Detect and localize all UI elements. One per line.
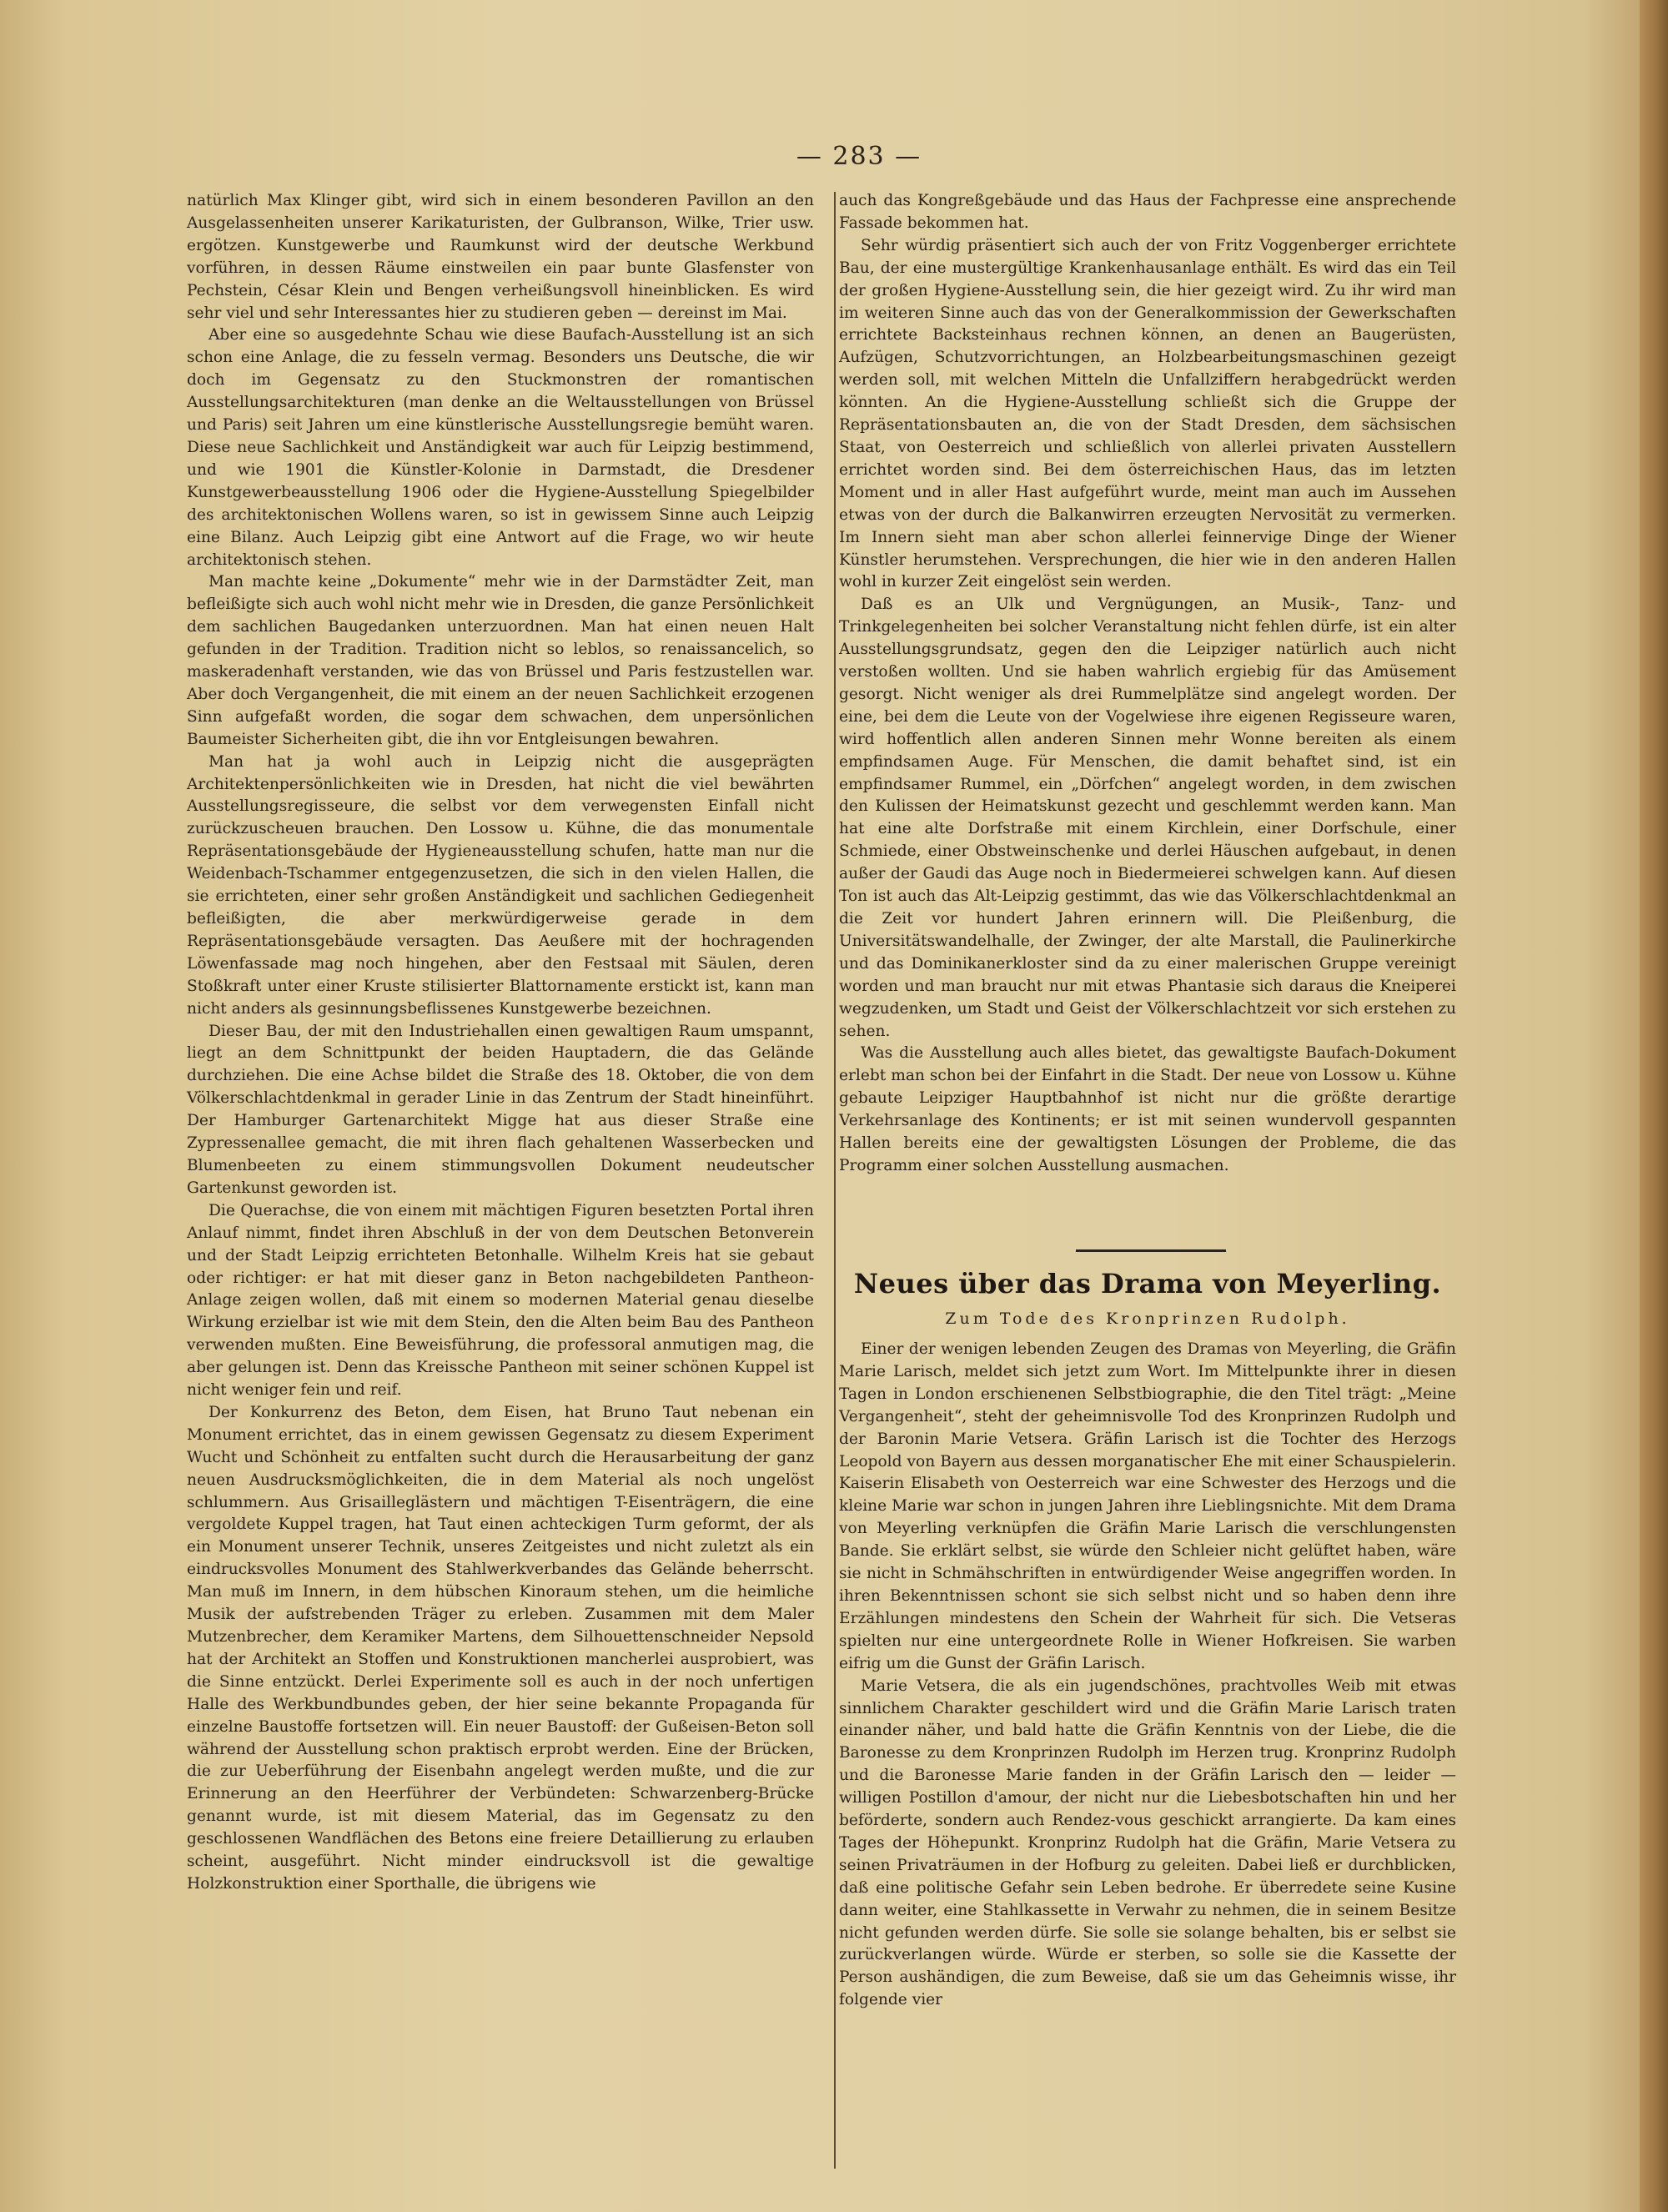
article-body: [839, 1339, 1456, 2012]
article-subtitle: Zum Tode des Kronprinzen Rudolph.: [945, 1310, 1350, 1328]
paragraph: Was die Ausstellung auch alles bietet, das gewaltigste Baufach-Dokument erlebt man schon bei der Einfahrt in die Stadt. Der neue von Lossow u. Kühne gebaute Leipziger Hauptbahnhof ist nicht nur die größte derartige Verkehrsanlage des Kontinents; er ist mit seinen wundervoll gespannten Hallen bereits eine der gewaltigsten Lösungen der Probleme, die das Programm einer solchen Ausstellung ausmachen.: [839, 1044, 1456, 1174]
paragraph: auch das Kongreßgebäude und das Haus der Fachpresse eine ansprechende Fassade bekommen hat.: [839, 192, 1456, 232]
paragraph: Aber eine so ausgedehnte Schau wie diese Baufach-Ausstellung ist an sich schon eine Anlage, die zu fesseln vermag. Besonders uns Deutsche, die wir doch im Gegensatz zu den Stuckmonstren der romantischen Ausstellungsarchitekturen (man denke an die Weltausstellungen von Brüssel und Paris) seit Jahren um eine künstlerische Ausstellungsregie bemüht waren. Diese neue Sachlichkeit und Anständigkeit war auch für Leipzig bestimmend, und wie 1901 die Künstler-Kolonie in Darmstadt, die Dresdener Kunstgewerbeausstellung 1906 oder die Hygiene-Ausstellung Spiegelbilder des architektonischen Wollens waren, so ist in gewissem Sinne auch Leipzig eine Bilanz. Auch Leipzig gibt eine Antwort auf die Frage, wo wir heute architektonisch stehen.: [187, 326, 814, 569]
article-title: Neues über das Drama von Meyerling.: [853, 1268, 1442, 1300]
right-column: [839, 190, 1456, 1178]
paragraph: Die Querachse, die von einem mit mächtigen Figuren besetzten Portal ihren Anlauf nimmt, findet ihren Abschluß in der von dem Deutschen Betonverein und der Stadt Leipzig errichteten Betonhalle. Wilhelm Kreis hat sie gebaut oder richtiger: er hat mit dieser ganz in Beton nachgebildeten Pantheon-Anlage zeigen wollen, daß mit einem so modernen Material genau dieselbe Wirkung erzielbar ist wie mit dem Stein, den die Alten beim Bau des Pantheon verwenden mußten. Eine Beweisführung, die professoral anmutigen mag, die aber gelungen ist. Denn das Kreissche Pantheon mit seiner schönen Kuppel ist nicht weniger fein und reif.: [187, 1201, 814, 1400]
paragraph: Der Konkurrenz des Beton, dem Eisen, hat Bruno Taut nebenan ein Monument errichtet, das in einem gewissen Gegensatz zu diesem Experiment Wucht und Schönheit zu entfalten sucht durch die Herausarbeitung der ganz neuen Ausdrucksmöglichkeiten, die in dem Material als noch ungelöst schlummern. Aus Grisailleglästern und mächtigen T-Eisenträgern, die eine vergoldete Kuppel tragen, hat Taut einen achteckigen Turm geformt, der als ein Monument unserer Technik, unseres Zeitgeistes und nicht zuletzt als ein eindrucksvolles Monument des Stahlwerkverbandes das Gelände beherrscht. Man muß im Innern, in dem hübschen Kinoraum stehen, um die heimliche Musik der aufstrebenden Träger zu erleben. Zusammen mit dem Maler Mutzenbrecher, dem Keramiker Martens, dem Silhouettenschneider Nepsold hat der Architekt an Stoffen und Konstruktionen mancherlei ausprobiert, was die Sinne entzückt. Derlei Experimente soll es auch in der noch unfertigen Halle des Werkbundbundes geben, der hier seine bekannte Propaganda für einzelne Baustoffe fortsetzen will. Ein neuer Baustoff: der Gußeisen-Beton soll während der Ausstellung schon praktisch erprobt werden. Eine der Brücken, die zur Ueberführung der Eisenbahn angelegt werden mußte, und die zur Erinnerung an den Heerführer der Verbündeten: Schwarzenberg-Brücke genannt wurde, ist mit diesem Material, das im Gegensatz zu den geschlossenen Wandflächen des Betons eine freiere Detaillierung zu erlauben scheint, ausgeführt. Nicht minder eindrucksvoll ist die gewaltige Holzkonstruktion einer Sporthalle, die übrigens wie: [187, 1403, 814, 1893]
page-edge: [1640, 0, 1668, 2212]
paragraph: Einer der wenigen lebenden Zeugen des Dramas von Meyerling, die Gräfin Marie Larisch, meldet sich jetzt zum Wort. Im Mittelpunkte ihrer in diesen Tagen in London erschienenen Selbstbiographie, die den Titel trägt: „Meine Vergangenheit“, steht der geheimnisvolle Tod des Kronprinzen Rudolph und der Baronin Marie Vetsera. Gräfin Larisch ist die Tochter des Herzogs Leopold von Bayern aus dessen morganatischer Ehe mit einer Schauspielerin. Kaiserin Elisabeth von Oesterreich war eine Schwester des Herzogs und die kleine Marie war schon in jungen Jahren ihre Lieblingsnichte. Mit dem Drama von Meyerling verknüpfen die Gräfin Marie Larisch die verschlungensten Bande. Sie erklärt selbst, sie würde den Schleier nicht gelüftet haben, wäre sie nicht in Schmähschriften in entwürdigender Weise angegriffen worden. In ihren Bekenntnissen schont sie sich selbst nicht und so haben denn ihre Erzählungen mindestens den Schein der Wahrheit für sich. Die Vetseras spielten nur eine untergeordnete Rolle in Wiener Hofkreisen. Sie warben eifrig um die Gunst der Gräfin Larisch.: [839, 1340, 1456, 1672]
paragraph: Dieser Bau, der mit den Industriehallen einen gewaltigen Raum umspannt, liegt an dem Schnittpunkt der beiden Hauptadern, die das Gelände durchziehen. Die eine Achse bildet die Straße des 18. Oktober, die von dem Völkerschlachtdenkmal in gerader Linie in das Zentrum der Stadt hineinführt. Der Hamburger Gartenarchitekt Migge hat aus dieser Straße eine Zypressenallee gemacht, die mit ihren flach gehaltenen Wasserbecken und Blumenbeeten zu einem stimmungsvollen Dokument neudeutscher Gartenkunst geworden ist.: [187, 1022, 814, 1197]
paragraph: Man hat ja wohl auch in Leipzig nicht die ausgeprägten Architektenpersönlichkeiten wie in Dresden, hat nicht die viel bewährten Ausstellungsregisseure, die selbst vor dem verwegensten Einfall nicht zurückzuscheuen brauchen. Den Lossow u. Kühne, die das monumentale Repräsentationsgebäude der Hygieneausstellung schufen, hatte man nur die Weidenbach-Tschammer entgegenzusetzen, die sich in den vielen Hallen, die sie errichteten, einer sehr großen Anständigkeit und sachlichen Gediegenheit befleißigten, die aber merkwürdigerweise gerade in dem Repräsentationsgebäude versagten. Das Aeußere mit der hochragenden Löwenfassade mag noch hingehen, aber den Festsaal mit Säulen, deren Stoßkraft unter einer Kruste stilisierter Blattornamente erstickt ist, kann man nicht anders als gesinnungsbeflissenes Kunstgewerbe bezeichnen.: [187, 752, 814, 1018]
paragraph: Man machte keine „Dokumente“ mehr wie in der Darmstädter Zeit, man befleißigte sich auch wohl nicht mehr wie in Dresden, die ganze Persönlichkeit dem sachlichen Baugedanken unterzuordnen. Man hat einen neuen Halt gefunden in der Tradition. Tradition nicht so leblos, so renaissancelich, so maskeradenhaft verstanden, wie das von Brüssel und Paris festzustellen war. Aber doch Vergangenheit, die mit einem an der neuen Sachlichkeit erzogenen Sinn aufgefaßt worden, die sogar dem schwachen, dem unpersönlichen Baumeister Sicherheiten gibt, die ihn vor Entgleisungen bewahren.: [187, 573, 814, 748]
section-rule: [1076, 1249, 1226, 1252]
paragraph: Marie Vetsera, die als ein jugendschönes, prachtvolles Weib mit etwas sinnlichem Charakter geschildert wird und die Gräfin Marie Larisch traten einander näher, und bald hatte die Gräfin Kenntnis von der Liebe, die die Baronesse zu dem Kronprinzen Rudolph im Herzen trug. Kronprinz Rudolph und die Baronesse Marie fanden in der Gräfin Larisch den — leider — willigen Postillon d'amour, der nicht nur die Liebesbotschaften hin und her beförderte, sondern auch Rendez-vous geschickt arrangierte. Da kam eines Tages der Höhepunkt. Kronprinz Rudolph hat die Gräfin, Marie Vetsera zu seinen Privaträumen in der Hofburg zu geleiten. Dabei ließ er durchblicken, daß eine politische Gefahr sein Leben bedrohe. Er überredete seine Kusine dann weiter, eine Stahlkassette in Verwahr zu nehmen, die in seinem Besitze nicht gefunden werden dürfe. Sie solle sie solange behalten, bis er selbst sie zurückverlangen würde. Würde er sterben, so solle sie die Kassette der Person aushändigen, die zum Beweise, daß sie um das Geheimnis wisse, ihr folgende vier: [839, 1677, 1456, 2009]
paragraph: Daß es an Ulk und Vergnügungen, an Musik-, Tanz- und Trinkgelegenheiten bei solcher Veranstaltung nicht fehlen dürfe, ist ein alter Ausstellungsgrundsatz, gegen den die Leipziger natürlich auch nicht verstoßen wollten. Und sie haben wahrlich ergiebig für das Amüsement gesorgt. Nicht weniger als drei Rummelplätze sind angelegt worden. Der eine, bei dem die Leute von der Vogelwiese ihre eigenen Regisseure waren, wird hoffentlich allen anderen Sinnen mehr Wonne bereiten als einem empfindsamen Auge. Für Menschen, die damit behaftet sind, ist ein empfindsamer Rummel, ein „Dörfchen“ angelegt worden, in dem zwischen den Kulissen der Heimatskunst gezecht und geschlemmt werden kann. Man hat eine alte Dorfstraße mit einem Kirchlein, einer Dorfschule, einer Schmiede, einer Obstweinschenke und derlei Häuschen aufgebaut, in denen außer der Gaudi das Auge noch in Biedermeierei schwelgen kann. Auf diesen Ton ist auch das Alt-Leipzig gestimmt, das wie das Völkerschlachtdenkmal an die Zeit vor hundert Jahren erinnern will. Die Pleißenburg, die Universitätswandelhalle, der Zwinger, der alte Marstall, die Paulinerkirche und das Dominikanerkloster sind da zu einer malerischen Gruppe vereinigt worden und man braucht nur mit etwas Phantasie sich daraus die Kneiperei wegzudenken, um Stadt und Geist der Völkerschlachtzeit vor sich erstehen zu sehen.: [839, 596, 1456, 1040]
paragraph: natürlich Max Klinger gibt, wird sich in einem besonderen Pavillon an den Ausgelassenheiten unserer Karikaturisten, der Gulbranson, Wilke, Trier usw. ergötzen. Kunstgewerbe und Raumkunst wird der deutsche Werkbund vorführen, in dessen Räume einstweilen ein paar bunte Glasfenster von Pechstein, César Klein und Bengen verheißungsvoll hineinblicken. Es wird sehr viel und sehr Interessantes hier zu studieren geben — dereinst im Mai.: [187, 192, 814, 322]
column-divider: [834, 192, 836, 2169]
page-number: — 283 —: [796, 142, 922, 171]
paragraph: Sehr würdig präsentiert sich auch der von Fritz Voggenberger errichtete Bau, der eine mustergültige Krankenhausanlage enthält. Es wird das ein Teil der großen Hygiene-Ausstellung sein, die hier gezeigt wird. Zu ihr wird man im weiteren Sinne auch das von der Generalkommission der Gewerkschaften errichtete Backsteinhaus rechnen können, an denen an Baugerüsten, Aufzügen, Schutzvorrichtungen, an Holzbearbeitungsmaschinen gezeigt werden soll, mit welchen Mitteln die Unfallziffern herabgedrückt werden könnten. An die Hygiene-Ausstellung schließt sich die Gruppe der Repräsentationsbauten an, die von der Stadt Dresden, dem sächsischen Staat, von Oesterreich und schließlich von allerlei privaten Ausstellern errichtet worden sind. Bei dem österreichischen Haus, das im letzten Moment und in aller Hast aufgeführt wurde, meint man auch im Aussehen etwas von der durch die Balkanwirren erzeugten Nervosität zu vermerken. Im Innern sieht man aber schon allerlei feinnervige Dinge der Wiener Künstler herumstehen. Versprechungen, die hier wie in den anderen Hallen wohl in kurzer Zeit eingelöst sein werden.: [839, 236, 1456, 591]
left-column: [187, 190, 814, 1896]
